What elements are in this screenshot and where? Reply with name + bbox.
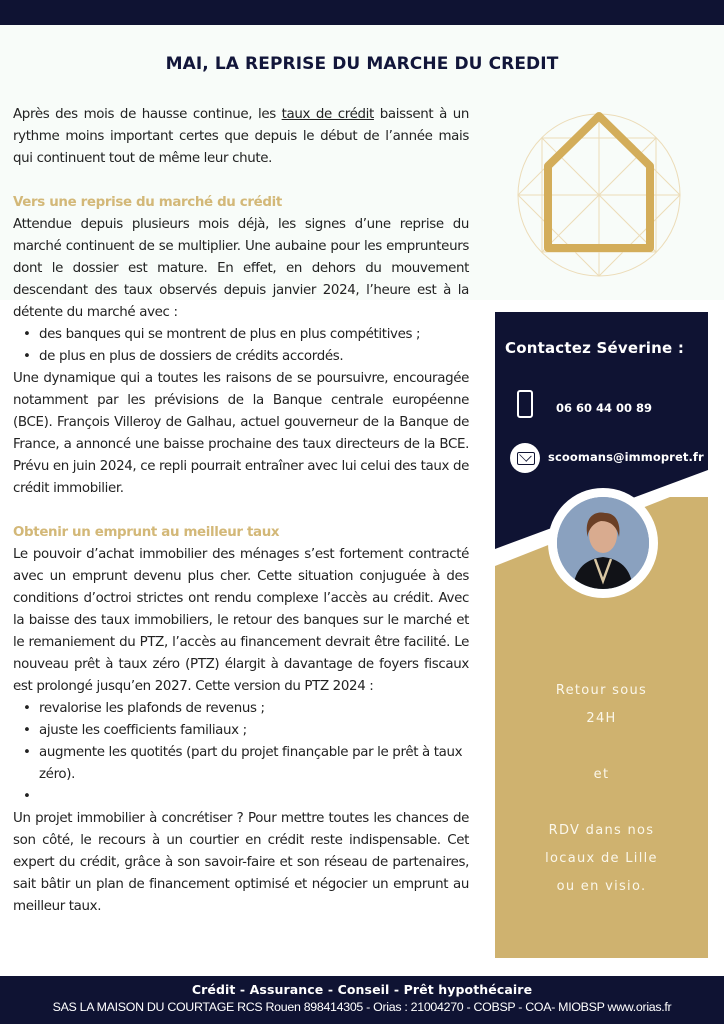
footer-legal-notice: SAS LA MAISON DU COURTAGE RCS Rouen 898414305 - Orias : 21004270 - COBSP - COA- MIOBSP www.orias.fr <box>52 1000 672 1014</box>
intro-paragraph: Après des mois de hausse continue, les taux de crédit baissent à un rythme moins important certes que depuis le début de l’année mais qui continuent tout de même leur chute. <box>13 107 469 166</box>
page-title: MAI, LA REPRISE DU MARCHE DU CREDIT <box>165 54 559 74</box>
contact-title: Contactez Séverine : <box>505 339 685 357</box>
footer-services: Crédit - Assurance - Conseil - Prêt hypothécaire <box>191 982 533 997</box>
footer <box>0 976 724 1024</box>
list-item: • des banques qui se montrent de plus en plus compétitives ; <box>13 324 469 346</box>
article-body <box>13 104 469 918</box>
section-heading-market-recovery: Vers une reprise du marché du crédit <box>13 195 282 210</box>
list-item <box>13 786 469 808</box>
list-item: • ajuste les coefficients familiaux ; <box>13 720 469 742</box>
list-item: • revalorise les plafonds de revenus ; <box>13 698 469 720</box>
section-heading-best-rate: Obtenir un emprunt au meilleur taux <box>13 525 280 540</box>
section2-bullet-list <box>13 698 469 808</box>
email-link[interactable]: scoomans@immopret.fr <box>548 450 704 464</box>
section2-paragraph1: Le pouvoir d’achat immobilier des ménages s’est fortement contracté avec un emprunt devenu plus cher. Cette situation conjuguée à des conditions d’octroi strictes ont rendu complexe l’accès au crédit. Avec la baisse des taux immobiliers, le retour des banques sur le marché et le remaniement du PTZ, l’accès au financement devrait être facilité. Le nouveau prêt à taux zéro (PTZ) élargit à davantage de foyers fiscaux est prolongé jusqu’en 2027. Cette version du PTZ 2024 : <box>13 547 469 694</box>
section2-paragraph2: Un projet immobilier à concrétiser ? Pour mettre toutes les chances de son côté, le recours à un courtier en crédit reste indispensable. Cet expert du crédit, grâce à son savoir-faire et son réseau de partenaires, sait bâtir un plan de financement optimisé et négocier un emprunt au meilleur taux. <box>13 811 469 914</box>
envelope-icon <box>510 443 540 473</box>
advisor-photo <box>557 497 649 589</box>
list-item: • augmente les quotités (part du projet finançable par le prêt à taux zéro). <box>13 742 469 786</box>
top-bar <box>0 0 724 25</box>
smartphone-icon <box>517 390 533 418</box>
advisor-portrait-icon <box>557 497 649 589</box>
house-logo-icon <box>514 110 684 280</box>
phone-number-link[interactable]: 06 60 44 00 89 <box>556 401 653 415</box>
credit-rates-link[interactable]: taux de crédit <box>281 107 374 122</box>
list-item: • de plus en plus de dossiers de crédits accordés. <box>13 346 469 368</box>
section1-paragraph1: Attendue depuis plusieurs mois déjà, les signes d’une reprise du marché continuent de se multiplier. Une aubaine pour les emprunteurs dont le dossier est mature. En effet, en dehors du mouvement descendant des taux observés depuis janvier 2024, l’heure est à la détente du marché avec : <box>13 217 469 320</box>
section1-bullet-list <box>13 324 469 368</box>
callback-info: Retour sous 24H et RDV dans nos locaux de Lille ou en visio. <box>545 683 658 894</box>
section1-paragraph2: Une dynamique qui a toutes les raisons de se poursuivre, encouragée notamment par les prévisions de la Banque centrale européenne (BCE). François Villeroy de Galhau, actuel gouverneur de la Banque de France, a annoncé une baisse prochaine des taux directeurs de la BCE. Prévu en juin 2024, ce repli pourrait entraîner avec lui celui des taux de crédit immobilier. <box>13 371 469 496</box>
contact-panel <box>495 312 708 958</box>
